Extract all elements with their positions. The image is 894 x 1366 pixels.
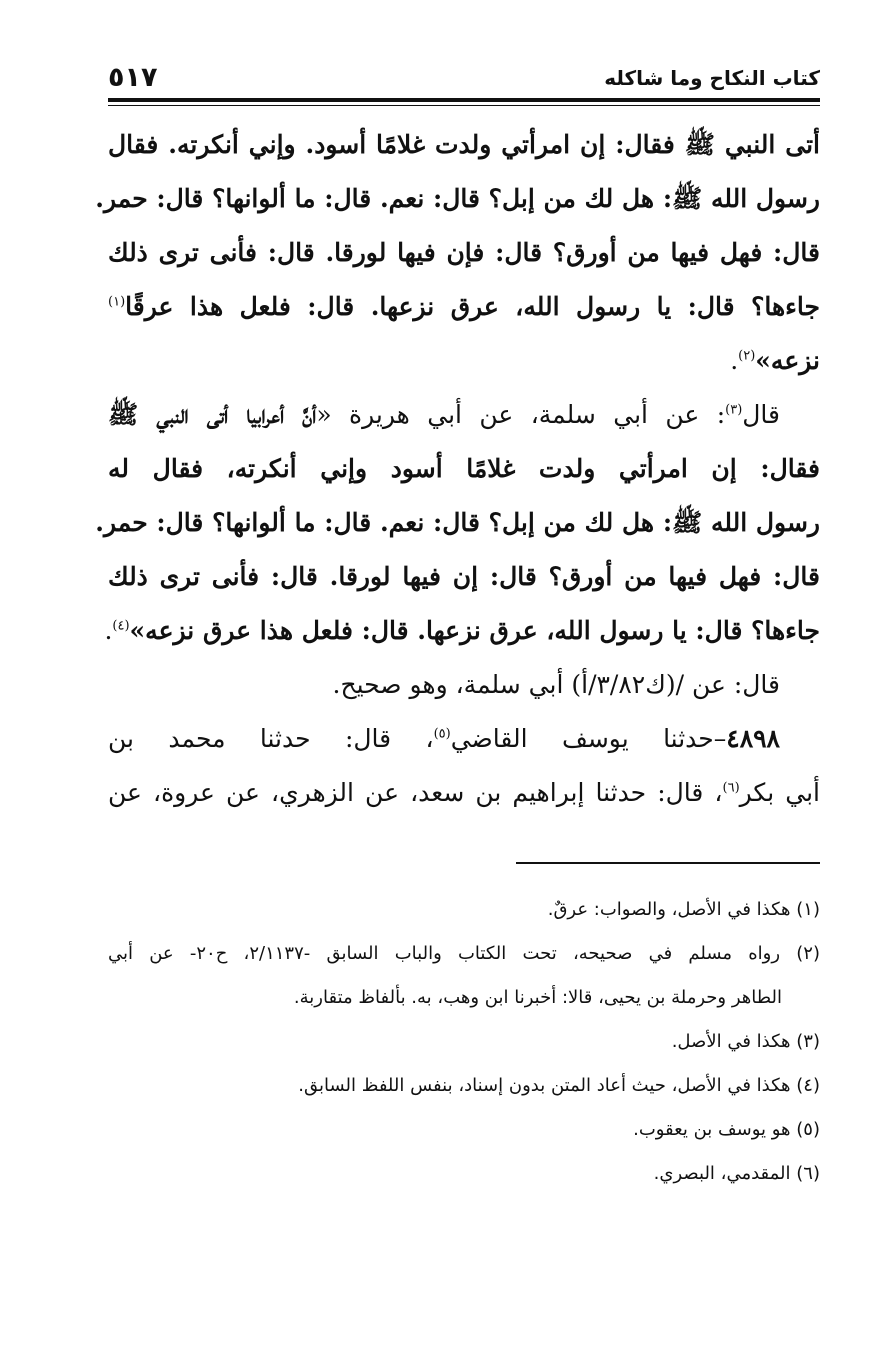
- text-segment: : عن أبي سلمة، عن أبي هريرة «: [316, 400, 726, 429]
- text-segment: نزعه»: [755, 346, 820, 375]
- text-line: [108, 280, 820, 334]
- header-rule-thin: [108, 105, 820, 106]
- text-line: أتى النبي ﷺ فقال: إن امرأتي ولدت غلامًا أسود. وإني أنكرته. فقال: [108, 130, 820, 159]
- text-line: [108, 766, 820, 820]
- footnotes: [108, 888, 820, 1196]
- text-line: فقال: إن امرأتي ولدت غلامًا أسود وإني أنكرته، فقال له: [108, 454, 820, 483]
- text-line: رسول الله ﷺ: هل لك من إبل؟ قال: نعم. قال: ما ألوانها؟ قال: حمر.: [95, 508, 820, 537]
- hadith-number: ٤٨٩٨: [726, 724, 780, 753]
- text-segment: قال: [742, 400, 780, 429]
- text-segment: ، قال: حدثنا محمد بن: [108, 724, 434, 753]
- page-header: [108, 62, 820, 96]
- header-rule-thick: [108, 98, 820, 102]
- footnote: (١) هكذا في الأصل، والصواب: عرقٌ.: [547, 899, 820, 920]
- footnote-ref: (٦): [722, 780, 740, 796]
- text-segment: –حدثنا يوسف القاضي: [450, 724, 727, 753]
- footnote: (٢) رواه مسلم في صحيحه، تحت الكتاب والباب السابق -٢/١١٣٧، ح٢٠- عن أبي: [108, 943, 820, 964]
- text-line: قال: عن /(ك٣/٨٢/أ) أبي سلمة، وهو صحيح.: [332, 670, 780, 699]
- footnote: (٥) هو يوسف بن يعقوب.: [633, 1119, 820, 1140]
- text-line: [108, 334, 820, 388]
- footnote-ref: (٥): [433, 726, 451, 742]
- text-segment: جاءها؟ قال: يا رسول الله، عرق نزعها. قال: فلعل هذا عرق نزعه»: [129, 616, 820, 645]
- text-segment: جاءها؟ قال: يا رسول الله، عرق نزعها. قال: فلعل هذا عرقًا: [125, 292, 820, 321]
- text-line: [104, 604, 820, 658]
- text-line: قال: فهل فيها من أورق؟ قال: إن فيها لورقا. قال: فأنى ترى ذلك: [108, 562, 820, 591]
- text-segment: .: [104, 616, 113, 645]
- footnote: (٤) هكذا في الأصل، حيث أعاد المتن بدون إسناد، بنفس اللفظ السابق.: [298, 1075, 820, 1096]
- text-segment: أبي بكر: [739, 778, 821, 807]
- footnote-ref: (١): [108, 294, 126, 310]
- text-line: قال: فهل فيها من أورق؟ قال: فإن فيها لورقا. قال: فأنى ترى ذلك: [108, 238, 820, 267]
- running-title: كتاب النكاح وما شاكله: [604, 66, 820, 90]
- page-number: ٥١٧: [108, 62, 158, 93]
- text-segment: أنَّ أعرابيا أتى النبي ﷺ: [108, 400, 317, 429]
- text-line: [108, 388, 820, 442]
- footnote: (٦) المقدمي، البصري.: [653, 1163, 820, 1184]
- main-text: [95, 118, 821, 820]
- text-segment: ، قال: حدثنا إبراهيم بن سعد، عن الزهري، عن عروة، عن: [108, 778, 723, 807]
- footnote-ref: (٢): [738, 348, 756, 364]
- footnote-separator: [516, 862, 820, 864]
- footnote-continuation: الطاهر وحرملة بن يحيى، قالا: أخبرنا ابن وهب، به. بألفاظ متقاربة.: [293, 987, 782, 1008]
- text-line: رسول الله ﷺ: هل لك من إبل؟ قال: نعم. قال: ما ألوانها؟ قال: حمر.: [95, 184, 820, 213]
- footnote-ref: (٣): [725, 402, 743, 418]
- footnote: (٣) هكذا في الأصل.: [671, 1031, 820, 1052]
- text-segment: .: [730, 346, 739, 375]
- text-line: [108, 712, 820, 766]
- footnote-ref: (٤): [112, 618, 130, 634]
